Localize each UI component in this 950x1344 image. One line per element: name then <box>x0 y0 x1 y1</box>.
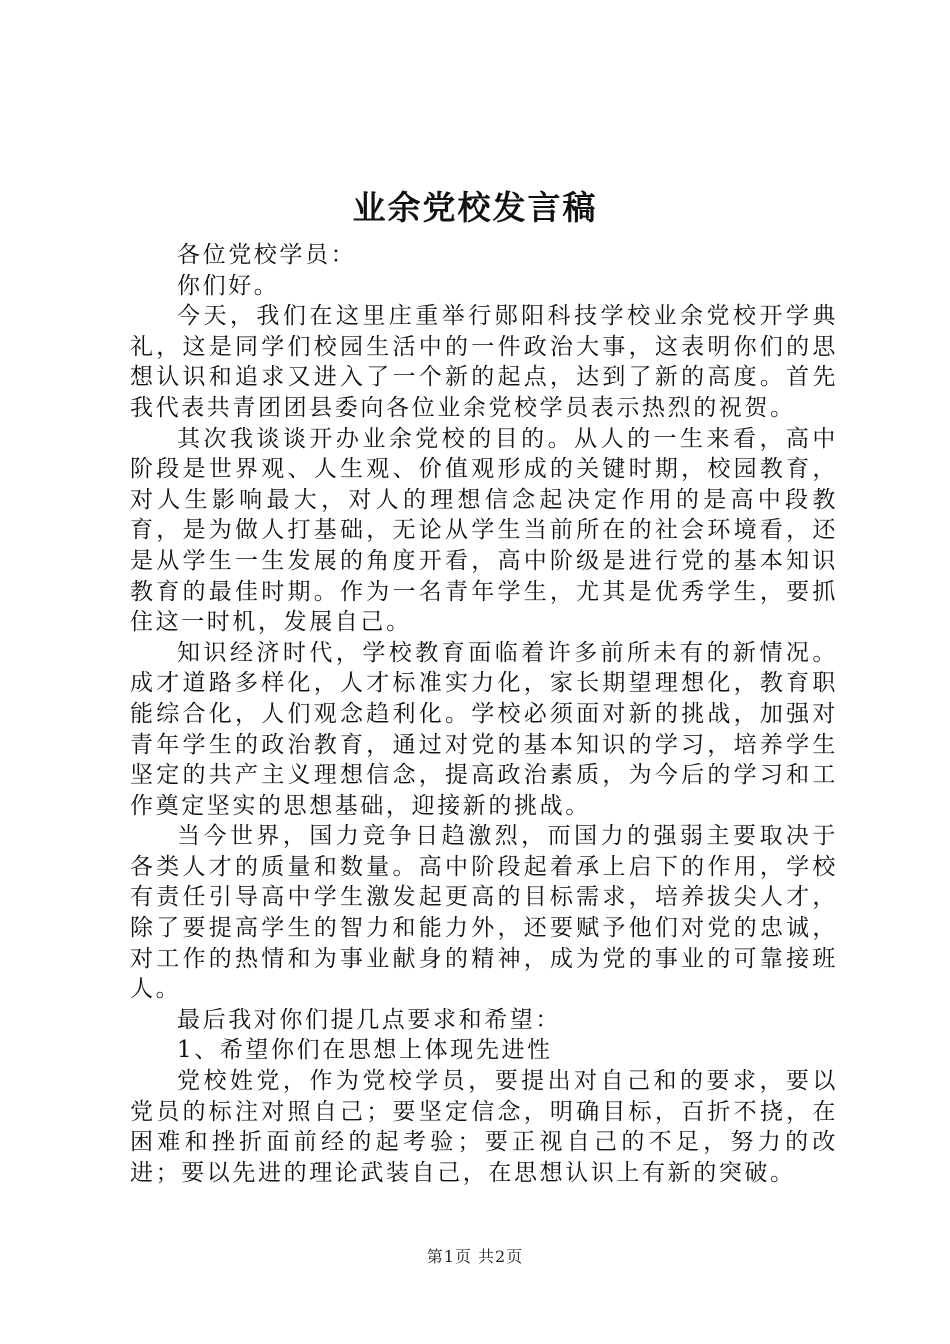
document-title: 业余党校发言稿 <box>352 188 598 227</box>
salutation: 各位党校学员： <box>177 242 357 268</box>
page-number-footer: 第1页 共2页 <box>426 1247 524 1266</box>
paragraph-world-competition: 当今世界，国力竞争日趋激烈，而国力的强弱主要取决于各类人才的质量和数量。高中阶段起着承上启下的作用，学校有责任引导高中学生激发起更高的目标需求，培养拔尖人才，除了要提高学生的智力和能力外，还要赋予他们对党的忠诚，对工作的热情和为事业献身的精神，成为党的事业的可靠接班人。 <box>130 823 838 1003</box>
document-body <box>130 240 838 1188</box>
paragraph-requirements-intro: 最后我对你们提几点要求和希望： <box>177 1006 561 1033</box>
paragraph-purpose: 其次我谈谈开办业余党校的目的。从人的一生来看，高中阶段是世界观、人生观、价值观形成的关键时期，校园教育，对人生影响最大，对人的理想信念起决定作用的是高中段教育，是为做人打基础，无论从学生当前所在的社会环境看，还是从学生一生发展的角度开看，高中阶级是进行党的基本知识教育的最佳时期。作为一名青年学生，尤其是优秀学生，要抓住这一时机，发展自己。 <box>130 425 838 636</box>
paragraph-opening: 今天，我们在这里庄重举行郧阳科技学校业余党校开学典礼，这是同学们校园生活中的一件政治大事，这表明你们的思想认识和追求又进入了一个新的起点，达到了新的高度。首先我代表共青团团县委向各位业余党校学员表示热烈的祝贺。 <box>130 303 838 421</box>
paragraph-knowledge-economy: 知识经济时代，学校教育面临着许多前所未有的新情况。成才道路多样化，人才标准实力化，家长期望理想化，教育职能综合化，人们观念趋利化。学校必须面对新的挑战，加强对青年学生的政治教育，通过对党的基本知识的学习，培养学生坚定的共产主义理想信念，提高政治素质，为今后的学习和工作奠定坚实的思想基础，迎接新的挑战。 <box>130 639 838 819</box>
greeting: 你们好。 <box>177 272 280 299</box>
requirement-heading-1: 1、希望你们在思想上体现先进性 <box>177 1037 553 1064</box>
paragraph-requirement-1: 党校姓党，作为党校学员，要提出对自己和的要求，要以党员的标注对照自己；要坚定信念，明确目标，百折不挠，在困难和挫折面前经的起考验；要正视自己的不足，努力的改进；要以先进的理论武装自己，在思想认识上有新的突破。 <box>130 1068 838 1186</box>
